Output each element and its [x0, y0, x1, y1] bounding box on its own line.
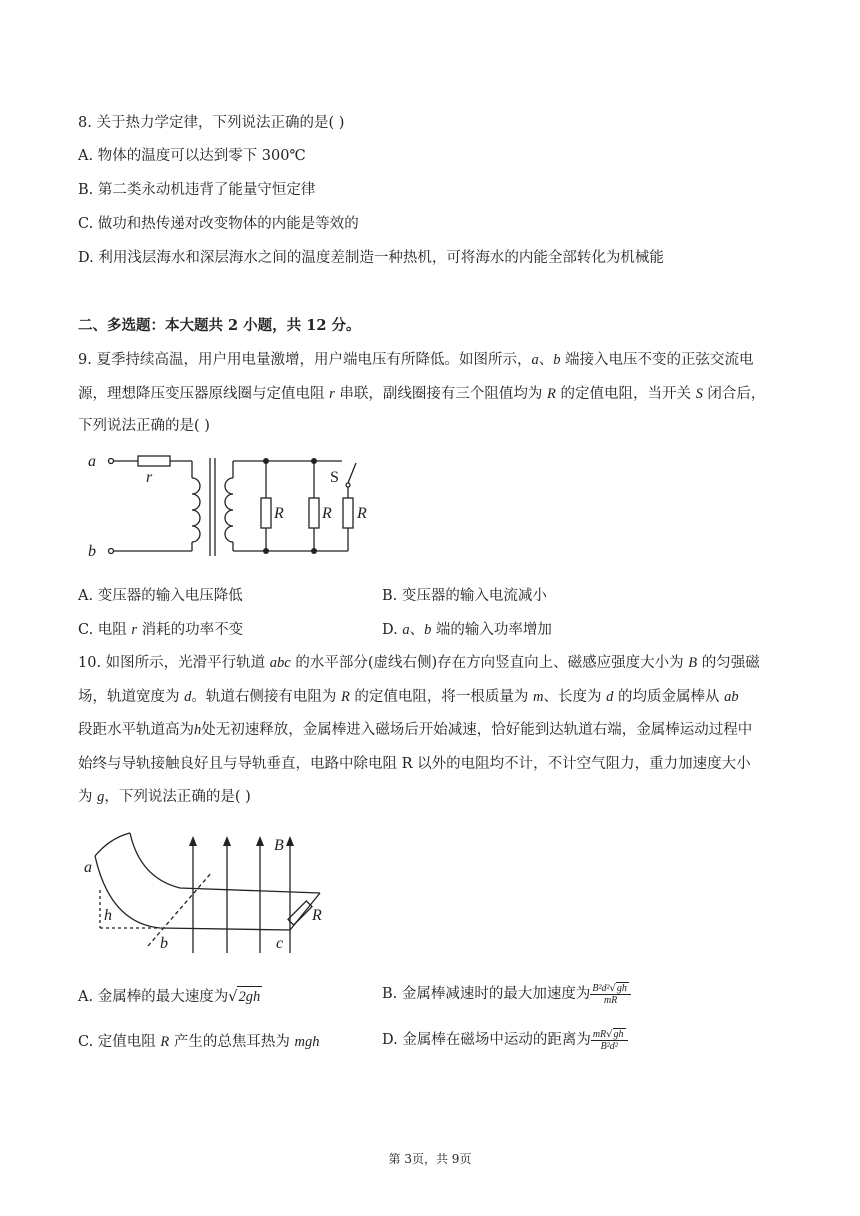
- junction-dot: [263, 548, 269, 554]
- label-h: h: [104, 907, 112, 924]
- q10-stem-line1: 10. 如图所示，光滑平行轨道 abc 的水平部分(虚线右侧)存在方向竖直向上、磁感应强度大小为 B 的匀强磁: [78, 655, 760, 671]
- q10-stem-line2: 场，轨道宽度为 d。轨道右侧接有电阻为 R 的定值电阻，将一根质量为 m、长度为 d 的均质金属棒从 ab: [78, 689, 739, 705]
- q8-option-c: C. 做功和热传递对改变物体的内能是等效的: [78, 216, 359, 232]
- label-B: B: [274, 837, 284, 854]
- resistor-R3: [343, 498, 353, 528]
- q8-option-a: A. 物体的温度可以达到零下 300℃: [78, 148, 306, 164]
- rail-top-edge: [95, 833, 130, 856]
- terminal-a: [109, 459, 114, 464]
- q9-option-b: B. 变压器的输入电流减小: [382, 588, 547, 604]
- q10-option-d: D. 金属棒在磁场中运动的距离为 $\frac{mR√gh}{\text{B²d²}}$: [382, 1028, 628, 1052]
- q10-stem-line4: 始终与导轨接触良好且与导轨垂直，电路中除电阻 R 以外的电阻均不计，不计空气阻力，重力加速度大小: [78, 756, 751, 772]
- resistor-R: [288, 901, 312, 925]
- q8-option-d: D. 利用浅层海水和深层海水之间的温度差制造一种热机，可将海水的内能全部转化为机械能: [78, 250, 664, 266]
- q10-option-b: B. 金属棒减速时的最大加速度为 $\frac{\text{B²d²√gh}}{mR}$: [382, 982, 631, 1006]
- q9-option-c: C. 电阻 r 消耗的功率不变: [78, 622, 244, 638]
- label-c: c: [276, 935, 284, 952]
- label-R1: R: [274, 505, 284, 522]
- q9-stem-line3: 下列说法正确的是( ): [78, 418, 210, 434]
- junction-dot: [311, 458, 317, 464]
- q9-circuit-diagram: [80, 448, 380, 563]
- q9-option-d: D. a、b 端的输入功率增加: [382, 622, 552, 638]
- q9-stem-line1: 9. 夏季持续高温，用户用电量激增，用户端电压有所降低。如图所示，a、b 端接入电压不变的正弦交流电: [78, 352, 754, 368]
- field-boundary: [148, 872, 212, 946]
- label-S: S: [330, 469, 339, 486]
- primary-coil: [192, 478, 200, 542]
- switch-S: [348, 463, 356, 483]
- label-R: R: [312, 907, 322, 924]
- switch-contact: [346, 483, 350, 487]
- resistor-r: [138, 456, 170, 466]
- q8-option-b: B. 第二类永动机违背了能量守恒定律: [78, 182, 316, 198]
- q8-stem: 8. 关于热力学定律，下列说法正确的是( ): [78, 115, 345, 131]
- label-b: b: [88, 543, 96, 560]
- label-a: a: [88, 453, 96, 470]
- junction-dot: [311, 548, 317, 554]
- resistor-R2: [309, 498, 319, 528]
- label-b: b: [160, 935, 168, 952]
- resistor-R1: [261, 498, 271, 528]
- q9-stem-line2: 源，理想降压变压器原线圈与定值电阻 r 串联，副线圈接有三个阻值均为 R 的定值电阻，当开关 S 闭合后，: [78, 386, 766, 402]
- page-footer: 第 3页，共 9页: [388, 1152, 472, 1166]
- q10-rail-diagram: [80, 828, 340, 956]
- q10-option-c: C. 定值电阻 R 产生的总焦耳热为 mgh: [78, 1034, 320, 1050]
- junction-dot: [263, 458, 269, 464]
- label-a: a: [84, 859, 92, 876]
- label-R2: R: [322, 505, 332, 522]
- section-heading: 二、多选题：本大题共 2 小题，共 12 分。: [78, 317, 361, 334]
- label-R3: R: [357, 505, 367, 522]
- q10-stem-line3: 段距水平轨道高为h处无初速释放，金属棒进入磁场后开始减速，恰好能到达轨道右端，金属棒运动过程中: [78, 722, 753, 738]
- q10-option-a: A. 金属棒的最大速度为√2gh: [78, 986, 262, 1007]
- secondary-coil: [225, 478, 233, 542]
- q9-option-a: A. 变压器的输入电压降低: [78, 588, 243, 604]
- q10-stem-line5: 为 g，下列说法正确的是( ): [78, 789, 251, 805]
- terminal-b: [109, 549, 114, 554]
- label-r: r: [146, 469, 153, 486]
